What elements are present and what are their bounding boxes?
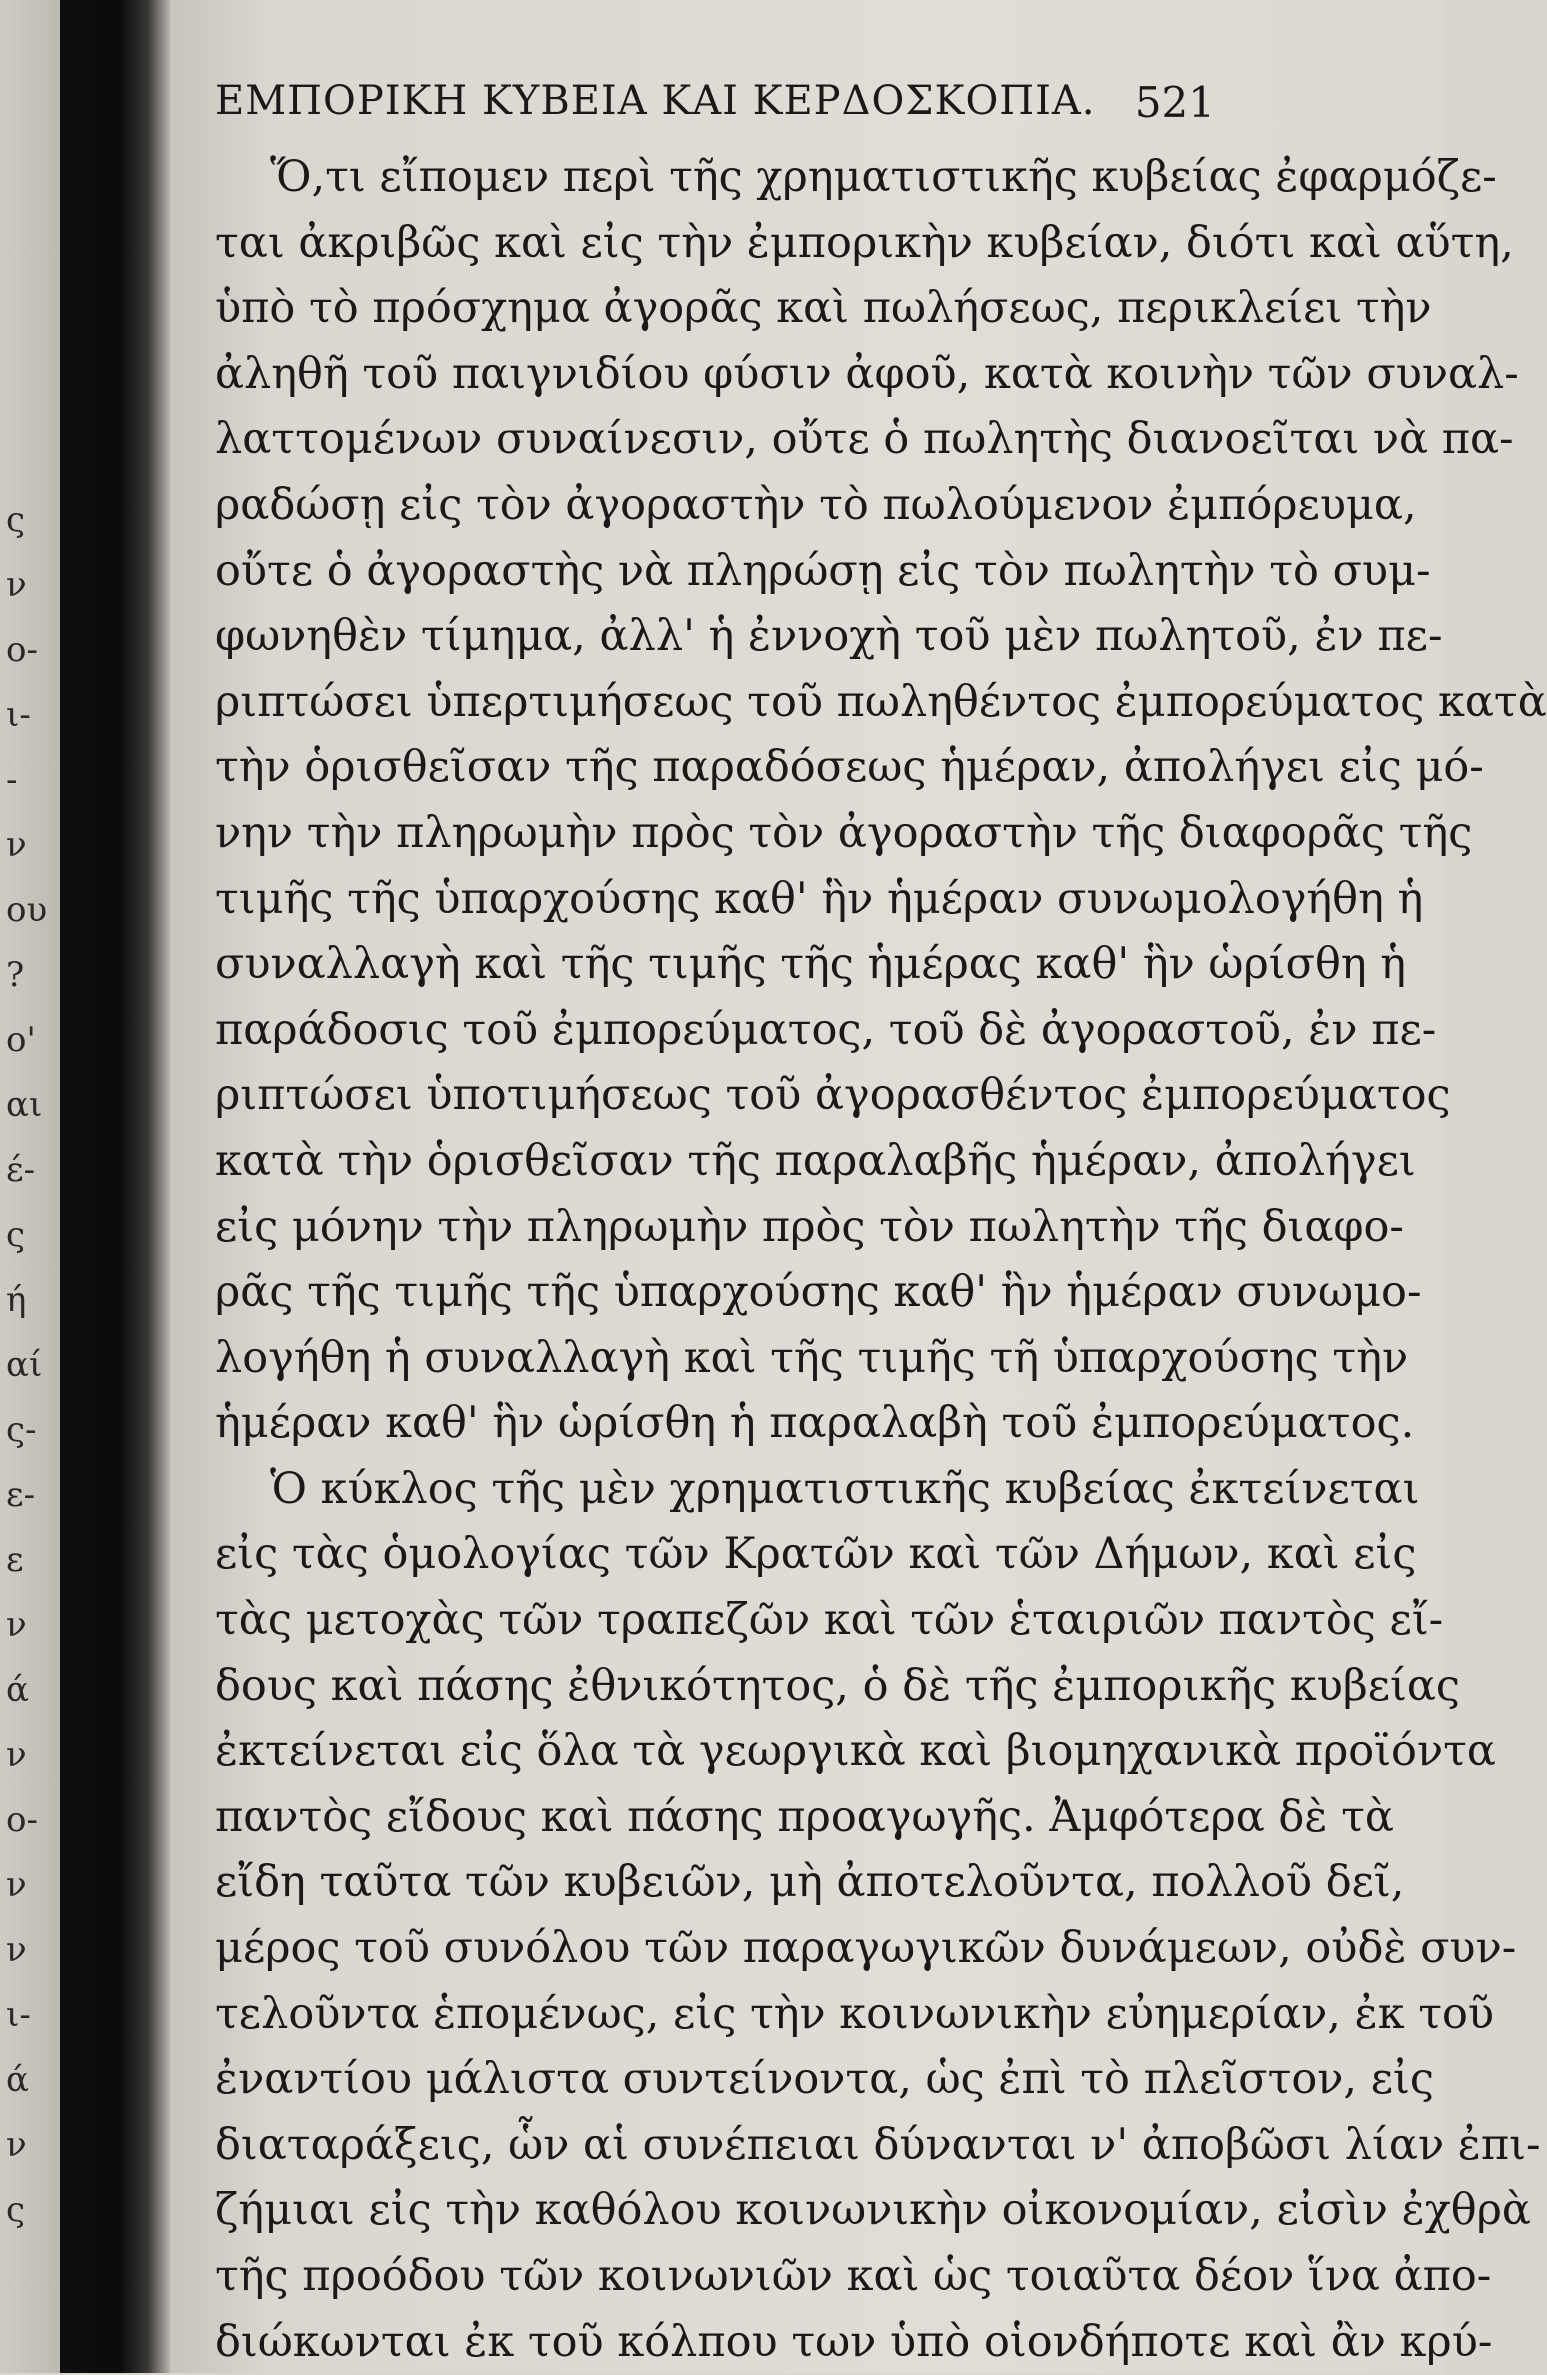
text-line: εἴδη ταῦτα τῶν κυβειῶν, μὴ ἀποτελοῦντα, πολλοῦ δεῖ, — [215, 1857, 1405, 1908]
text-line: τιμῆς τῆς ὑπαρχούσης καθ' ἣν ἡμέραν συνωμολογήθη ἡ — [215, 873, 1424, 924]
text-line: φωνηθὲν τίμημα, ἀλλ' ἡ ἐννοχὴ τοῦ μὲν πωλητοῦ, ἐν πε- — [215, 611, 1443, 662]
text-line: δους καὶ πάσης ἐθνικότητος, ὁ δὲ τῆς ἐμπορικῆς κυβείας — [215, 1660, 1460, 1711]
margin-fragment: ε- — [6, 1475, 36, 1515]
text-line: Ὅ,τι εἴπομεν περὶ τῆς χρηματιστικῆς κυβείας ἐφαρμόζε- — [270, 152, 1497, 202]
text-line: λογήθη ἡ συναλλαγὴ καὶ τῆς τιμῆς τῆ ὑπαρχούσης τὴν — [215, 1332, 1409, 1383]
text-line: εἰς τὰς ὁμολογίας τῶν Κρατῶν καὶ τῶν Δήμων, καὶ εἰς — [215, 1529, 1417, 1580]
text-line: ραδώσῃ εἰς τὸν ἀγοραστὴν τὸ πωλούμενον ἐμπόρευμα, — [215, 479, 1417, 530]
margin-fragment: ? — [6, 955, 25, 995]
margin-fragment: έ- — [6, 1150, 36, 1190]
margin-fragment: ου — [6, 890, 48, 930]
margin-fragment: αι — [6, 1085, 43, 1125]
margin-fragment: ς- — [6, 1410, 37, 1450]
text-line: ται ἀκριβῶς καὶ εἰς τὴν ἐμπορικὴν κυβείαν, διότι καὶ αὕτη, — [215, 217, 1514, 268]
text-line: ζήμιαι εἰς τὴν καθόλου κοινωνικὴν οἰκονομίαν, εἰσὶν ἐχθρὰ — [215, 2185, 1531, 2236]
running-head: ΕΜΠΟΡΙΚΗ ΚΥΒΕΙΑ ΚΑΙ ΚΕΡΔΟΣΚΟΠΙΑ. — [215, 78, 1096, 124]
text-line: ὑπὸ τὸ πρόσχημα ἀγορᾶς καὶ πωλήσεως, περικλείει τὴν — [215, 283, 1432, 334]
book-binding-gutter — [60, 0, 170, 2373]
margin-fragment: ο- — [6, 1800, 38, 1840]
text-line: ἐκτείνεται εἰς ὅλα τὰ γεωργικὰ καὶ βιομηχανικὰ προϊόντα — [215, 1726, 1496, 1777]
margin-fragment: ν — [6, 1605, 27, 1645]
margin-fragment: ς — [6, 2190, 26, 2230]
text-line: τῆς προόδου τῶν κοινωνιῶν καὶ ὡς τοιαῦτα δέον ἵνα ἀπο- — [215, 2251, 1492, 2301]
text-line: παράδοσις τοῦ ἐμπορεύματος, τοῦ δὲ ἀγοραστοῦ, ἐν πε- — [215, 1004, 1437, 1055]
body-text — [215, 145, 1547, 2375]
margin-fragment: ά — [6, 1670, 29, 1710]
previous-page-edge — [0, 0, 60, 2373]
margin-fragment: αί — [6, 1345, 43, 1385]
text-line: διώκωνται ἐκ τοῦ κόλπου των ὑπὸ οἱονδήποτε καὶ ἂν κρύ- — [215, 2316, 1493, 2367]
margin-fragment: ο- — [6, 630, 38, 670]
margin-fragment: ν — [6, 2125, 27, 2165]
text-line: τὰς μετοχὰς τῶν τραπεζῶν καὶ τῶν ἑταιριῶν παντὸς εἴ- — [215, 1595, 1444, 1646]
text-line: ριπτώσει ὑποτιμήσεως τοῦ ἀγορασθέντος ἐμπορεύματος — [215, 1070, 1451, 1121]
margin-fragment: ς — [6, 500, 26, 540]
text-line: Ὁ κύκλος τῆς μὲν χρηματιστικῆς κυβείας ἐκτείνεται — [270, 1463, 1420, 1514]
margin-fragment: - — [6, 760, 18, 800]
margin-fragment: ή — [6, 1280, 27, 1320]
text-line: συναλλαγὴ καὶ τῆς τιμῆς τῆς ἡμέρας καθ' ἣν ὡρίσθη ἡ — [215, 939, 1407, 990]
text-line: λαττομένων συναίνεσιν, οὔτε ὁ πωλητὴς διανοεῖται νὰ πα- — [215, 414, 1514, 465]
text-line: τελοῦντα ἑπομένως, εἰς τὴν κοινωνικὴν εὐημερίαν, ἐκ τοῦ — [215, 1988, 1495, 2039]
text-line: οὔτε ὁ ἀγοραστὴς νὰ πληρώσῃ εἰς τὸν πωλητὴν τὸ συμ- — [215, 545, 1431, 596]
text-line: ἐναντίου μάλιστα συντείνοντα, ὡς ἐπὶ τὸ πλεῖστον, εἰς — [215, 2054, 1434, 2105]
text-line: κατὰ τὴν ὁρισθεῖσαν τῆς παραλαβῆς ἡμέραν, ἀπολήγει — [215, 1135, 1416, 1186]
margin-fragment: ν — [6, 825, 27, 865]
margin-fragment: ι- — [6, 1995, 31, 2035]
text-line: εἰς μόνην τὴν πληρωμὴν πρὸς τὸν πωλητὴν τῆς διαφο- — [215, 1201, 1404, 1252]
margin-fragment: ν — [6, 1735, 27, 1775]
page-number: 521 — [1134, 78, 1215, 127]
margin-fragment: ι- — [6, 695, 31, 735]
text-line: ἡμέραν καθ' ἣν ὡρίσθη ἡ παραλαβὴ τοῦ ἐμπορεύματος. — [215, 1398, 1415, 1449]
margin-fragment: ς — [6, 1215, 26, 1255]
text-line: ριπτώσει ὑπερτιμήσεως τοῦ πωληθέντος ἐμπορεύματος κατὰ — [215, 676, 1547, 727]
margin-fragment: ο' — [6, 1020, 36, 1060]
text-line: διαταράξεις, ὧν αἱ συνέπειαι δύνανται ν' ἀποβῶσι λίαν ἐπι- — [215, 2119, 1541, 2170]
margin-fragment: ν — [6, 565, 27, 605]
text-line: παντὸς εἴδους καὶ πάσης προαγωγῆς. Ἀμφότερα δὲ τὰ — [215, 1791, 1394, 1842]
text-line: τὴν ὁρισθεῖσαν τῆς παραδόσεως ἡμέραν, ἀπολήγει εἰς μό- — [215, 742, 1484, 793]
page-header — [215, 78, 1215, 138]
text-line: ἀληθῆ τοῦ παιγνιδίου φύσιν ἀφοῦ, κατὰ κοινὴν τῶν συναλ- — [215, 348, 1519, 399]
text-line: νην τὴν πληρωμὴν πρὸς τὸν ἀγοραστὴν τῆς διαφορᾶς τῆς — [215, 807, 1473, 858]
text-line: ρᾶς τῆς τιμῆς τῆς ὑπαρχούσης καθ' ἣν ἡμέραν συνωμο- — [215, 1267, 1422, 1318]
text-line: μέρος τοῦ συνόλου τῶν παραγωγικῶν δυνάμεων, οὐδὲ συν- — [215, 1923, 1517, 1974]
margin-fragment: ν — [6, 1865, 27, 1905]
margin-fragment: ε — [6, 1540, 24, 1580]
margin-fragment: ν — [6, 1930, 27, 1970]
margin-fragment: ά — [6, 2060, 29, 2100]
